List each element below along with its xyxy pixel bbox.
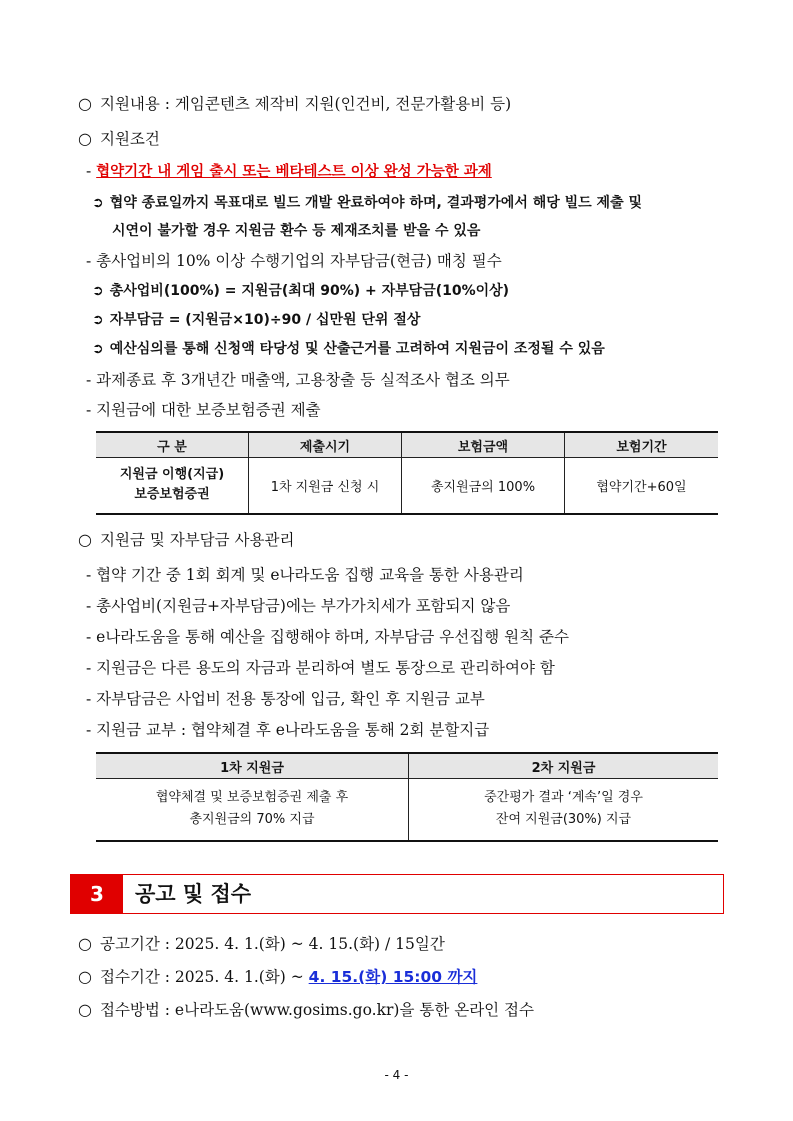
arrow-icon: ➲	[92, 283, 104, 299]
application-period-text: 접수기간 : 2025. 4. 1.(화) ~	[99, 968, 309, 986]
circle-icon: ○	[78, 129, 92, 148]
support-conditions-text: 지원조건	[99, 130, 160, 148]
circle-icon: ○	[78, 967, 92, 986]
table-header: 2차 지원금	[409, 753, 719, 779]
page-number: - 4 -	[384, 1068, 409, 1082]
self-formula: 자부담금 = (지원금×10)÷90 / 십만원 단위 절상	[109, 312, 421, 328]
total-formula: 총사업비(100%) = 지원금(최대 90%) + 자부담금(10%이상)	[109, 283, 510, 299]
cell-line: 중간평가 결과 ‘계속’일 경우	[484, 790, 643, 806]
table-cell	[96, 779, 409, 841]
usage-item: - 지원금은 다른 용도의 자금과 분리하여 별도 통장으로 관리하여야 함	[86, 659, 555, 677]
table-header: 보험금액	[402, 432, 565, 458]
condition-highlight	[86, 160, 492, 181]
table-header: 구 분	[96, 432, 249, 458]
deadline-text: 4. 15.(화) 15:00 까지	[308, 968, 478, 986]
matching-requirement: - 총사업비의 10% 이상 수행기업의 자부담금(현금) 매칭 필수	[86, 252, 502, 270]
circle-icon: ○	[78, 530, 92, 549]
arrow-icon: ➲	[92, 312, 104, 328]
usage-item: - 총사업비(지원금+자부담금)에는 부가가치세가 포함되지 않음	[86, 597, 511, 615]
application-method	[78, 998, 534, 1020]
table-cell: 1차 지원금 신청 시	[249, 458, 402, 514]
arrow-item-budget	[92, 338, 605, 358]
notice-period-text: 공고기간 : 2025. 4. 1.(화) ~ 4. 15.(화) / 15일간	[99, 935, 445, 953]
table-header: 1차 지원금	[96, 753, 409, 779]
arrow-item-total	[92, 280, 509, 300]
payment-table	[96, 752, 718, 842]
arrow-icon: ➲	[92, 195, 104, 211]
usage-title: 지원금 및 자부담금 사용관리	[99, 531, 295, 549]
budget-text: 예산심의를 통해 신청액 타당성 및 산출근거를 고려하여 지원금이 조정될 수 있음	[109, 341, 605, 357]
circle-icon: ○	[78, 1000, 92, 1019]
build-text-2: 시연이 불가할 경우 지원금 환수 등 제재조치를 받을 수 있음	[112, 223, 481, 239]
table-row-label	[96, 458, 249, 514]
cell-line: 총지원금의 70% 지급	[189, 812, 315, 828]
circle-icon: ○	[78, 934, 92, 953]
section-number: 3	[71, 875, 123, 913]
table-cell: 총지원금의 100%	[402, 458, 565, 514]
bullet-support-conditions	[78, 127, 160, 149]
arrow-item-build	[92, 192, 642, 212]
application-period	[78, 965, 477, 987]
insurance-table	[96, 431, 718, 515]
highlight-text: 협약기간 내 게임 출시 또는 베타테스트 이상 완성 가능한 과제	[96, 164, 492, 180]
performance-survey: - 과제종료 후 3개년간 매출액, 고용창출 등 실적조사 협조 의무	[86, 371, 510, 389]
notice-period	[78, 932, 445, 954]
usage-item: - 협약 기간 중 1회 회계 및 e나라도움 집행 교육을 통한 사용관리	[86, 566, 524, 584]
support-content-text: 지원내용 : 게임콘텐츠 제작비 지원(인건비, 전문가활용비 등)	[99, 95, 512, 113]
section-title: 공고 및 접수	[135, 882, 252, 906]
row-label-line2: 보증보험증권	[134, 487, 210, 503]
circle-icon: ○	[78, 94, 92, 113]
arrow-icon: ➲	[92, 341, 104, 357]
bullet-support-content	[78, 92, 511, 114]
arrow-item-self	[92, 309, 420, 329]
cell-line: 잔여 지원금(30%) 지급	[495, 812, 632, 828]
cell-line: 협약체결 및 보증보험증권 제출 후	[155, 790, 349, 806]
bullet-usage	[78, 528, 294, 550]
row-label-line1: 지원금 이행(지급)	[119, 467, 225, 483]
usage-item: - e나라도움을 통해 예산을 집행해야 하며, 자부담금 우선집행 원칙 준수	[86, 628, 569, 646]
table-cell: 협약기간+60일	[565, 458, 719, 514]
section-header	[70, 874, 724, 914]
build-text-1: 협약 종료일까지 목표대로 빌드 개발 완료하여야 하며, 결과평가에서 해당 빌드 제출 및	[109, 195, 643, 211]
table-header: 보험기간	[565, 432, 719, 458]
table-cell	[409, 779, 719, 841]
arrow-item-build-cont	[112, 220, 480, 240]
usage-item: - 자부담금은 사업비 전용 통장에 입금, 확인 후 지원금 교부	[86, 690, 485, 708]
table-header: 제출시기	[249, 432, 402, 458]
application-method-text: 접수방법 : e나라도움(www.gosims.go.kr)을 통한 온라인 접수	[99, 1001, 535, 1019]
insurance-submission: - 지원금에 대한 보증보험증권 제출	[86, 401, 321, 419]
dash: -	[86, 162, 97, 180]
usage-item: - 지원금 교부 : 협약체결 후 e나라도움을 통해 2회 분할지급	[86, 721, 490, 739]
